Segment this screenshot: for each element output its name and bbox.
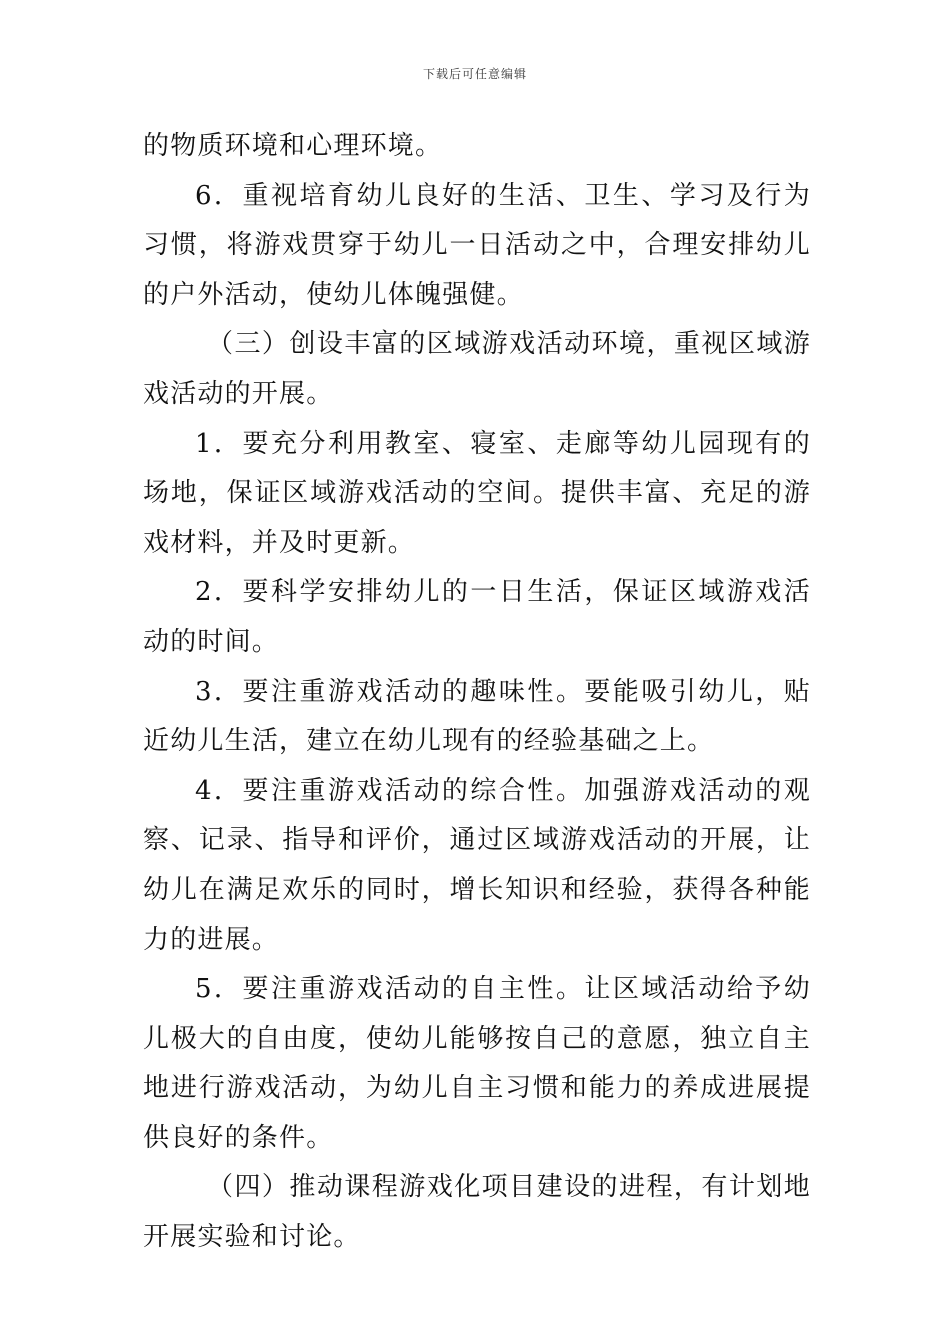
section-heading-4: （四）推动课程游戏化项目建设的进程，有计划地开展实验和讨论。 — [143, 1172, 811, 1253]
paragraph-continuation: 的物质环境和心理环境。 — [143, 131, 443, 161]
section-heading-3: （三）创设丰富的区域游戏活动环境，重视区域游戏活动的开展。 — [143, 329, 811, 409]
paragraph-item-5: 5．要注重游戏活动的自主性。让区域活动给予幼儿极大的自由度，使幼儿能够按自己的意愿，独立自主地进行游戏活动，为幼儿自主习惯和能力的养成进展提供良好的条件。 — [143, 974, 811, 1153]
paragraph-item-1: 1．要充分利用教室、寝室、走廊等幼儿园现有的场地，保证区域游戏活动的空间。提供丰富、充足的游戏材料，并及时更新。 — [143, 428, 811, 558]
page-header-note: 下载后可任意编辑 — [422, 67, 527, 81]
document-body — [143, 122, 811, 1263]
paragraph-item-6: 6．重视培育幼儿良好的生活、卫生、学习及行为习惯，将游戏贯穿于幼儿一日活动之中，合理安排幼儿的户外活动，使幼儿体魄强健。 — [143, 180, 811, 310]
paragraph-item-4: 4．要注重游戏活动的综合性。加强游戏活动的观察、记录、指导和评价，通过区域游戏活动的开展，让幼儿在满足欢乐的同时，增长知识和经验，获得各种能力的进展。 — [143, 775, 811, 955]
paragraph-item-3: 3．要注重游戏活动的趣味性。要能吸引幼儿，贴近幼儿生活，建立在幼儿现有的经验基础之上。 — [143, 676, 811, 757]
paragraph-item-2: 2．要科学安排幼儿的一日生活，保证区域游戏活动的时间。 — [143, 577, 811, 657]
